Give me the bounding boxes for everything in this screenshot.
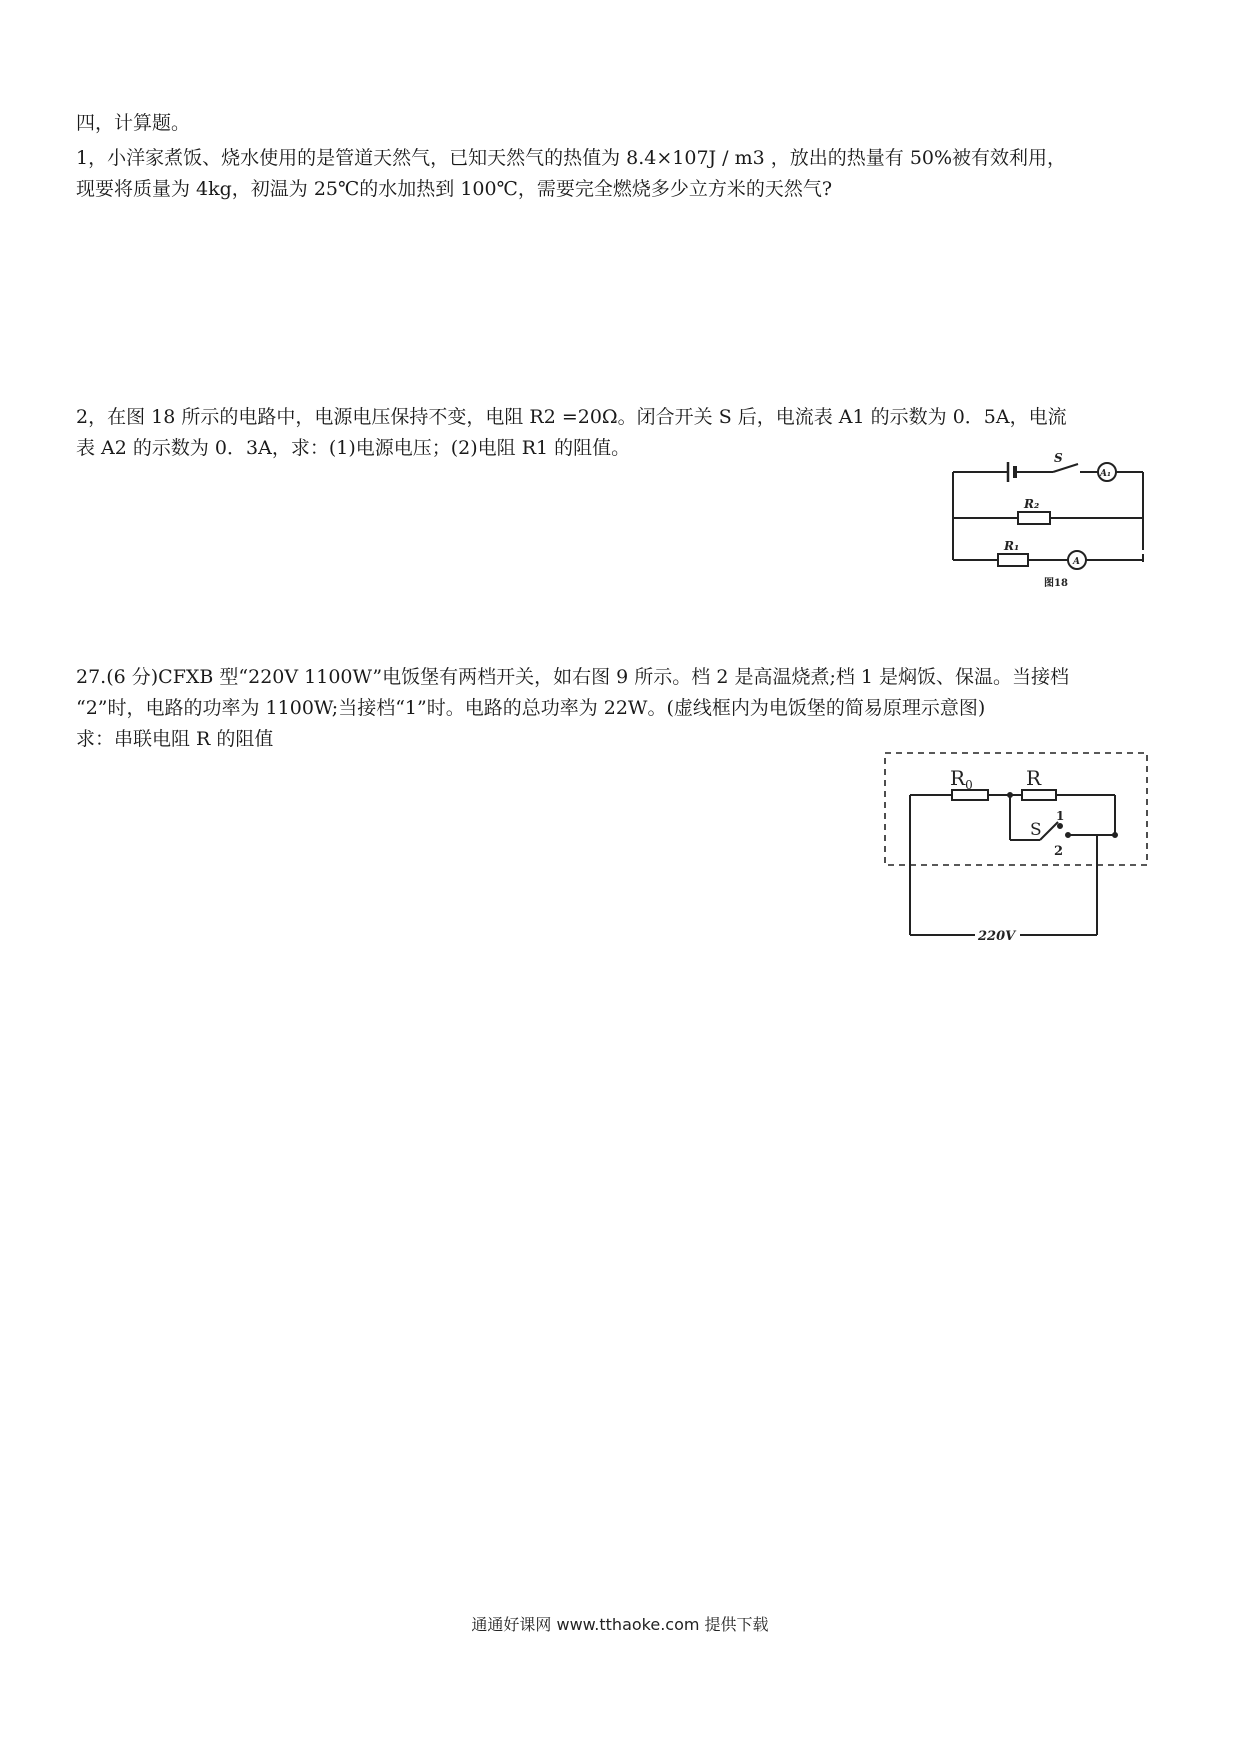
figure-18-caption: 图18: [1044, 578, 1068, 589]
section-title: 四，计算题。: [76, 112, 191, 134]
r0-label: $R_0$: [950, 766, 973, 792]
r2-label: R₂: [1024, 497, 1040, 511]
question-2-line-1: 2，在图 18 所示的电路中，电源电压保持不变，电阻 R2 =20Ω。闭合开关 S 后，电流表 A1 的示数为 0．5A，电流: [76, 406, 1067, 428]
figure-9-circuit: [870, 748, 1160, 958]
r1-label: R₁: [1004, 539, 1020, 553]
position-2-label: 2: [1054, 844, 1064, 859]
question-1-line-1: 1，小洋家煮饭、烧水使用的是管道天然气，已知天然气的热值为 8.4×107J / m3 ，放出的热量有 50%被有效利用，: [76, 147, 1067, 169]
junction-dot: [1008, 793, 1013, 798]
question-27-line-3: 求：串联电阻 R 的阻值: [76, 728, 274, 750]
switch-blade: [1040, 822, 1058, 840]
switch-contact-2: [1066, 833, 1071, 838]
ammeter-a2-label: A: [1073, 557, 1080, 567]
resistor-r1-icon: [998, 554, 1028, 566]
switch-blade: [1053, 464, 1078, 472]
r-label: R: [1026, 766, 1042, 790]
question-27: [76, 662, 1176, 755]
position-1-label: 1: [1056, 809, 1065, 823]
resistor-r-icon: [1022, 790, 1056, 800]
resistor-r2-icon: [1018, 512, 1050, 524]
ammeter-a1-label: A₁: [1100, 469, 1111, 479]
question-27-line-1: 27.(6 分)CFXB 型“220V 1100W”电饭堡有两档开关，如右图 9 所示。档 2 是高温烧煮;档 1 是焖饭、保温。当接档: [76, 666, 1070, 688]
switch-label: S: [1030, 820, 1042, 840]
question-1: [76, 143, 1176, 205]
question-2-line-2: 表 A2 的示数为 0．3A，求：(1)电源电压；(2)电阻 R1 的阻值。: [76, 437, 631, 459]
switch-label: S: [1054, 451, 1063, 465]
cooker-dashed-box: [885, 753, 1147, 865]
question-1-line-2: 现要将质量为 4kg，初温为 25℃的水加热到 100℃，需要完全燃烧多少立方米的天然气?: [76, 178, 833, 200]
voltage-label: 220V: [978, 929, 1016, 944]
junction-right-dot: [1113, 833, 1118, 838]
figure-18-circuit: [948, 450, 1148, 600]
footer-credit: 通通好课网 www.tthaoke.com 提供下载: [471, 1615, 769, 1634]
question-27-line-2: “2”时，电路的功率为 1100W;当接档“1”时。电路的总功率为 22W。(虚线框内为电饭堡的简易原理示意图): [76, 697, 986, 719]
switch-contact-1: [1058, 824, 1063, 829]
